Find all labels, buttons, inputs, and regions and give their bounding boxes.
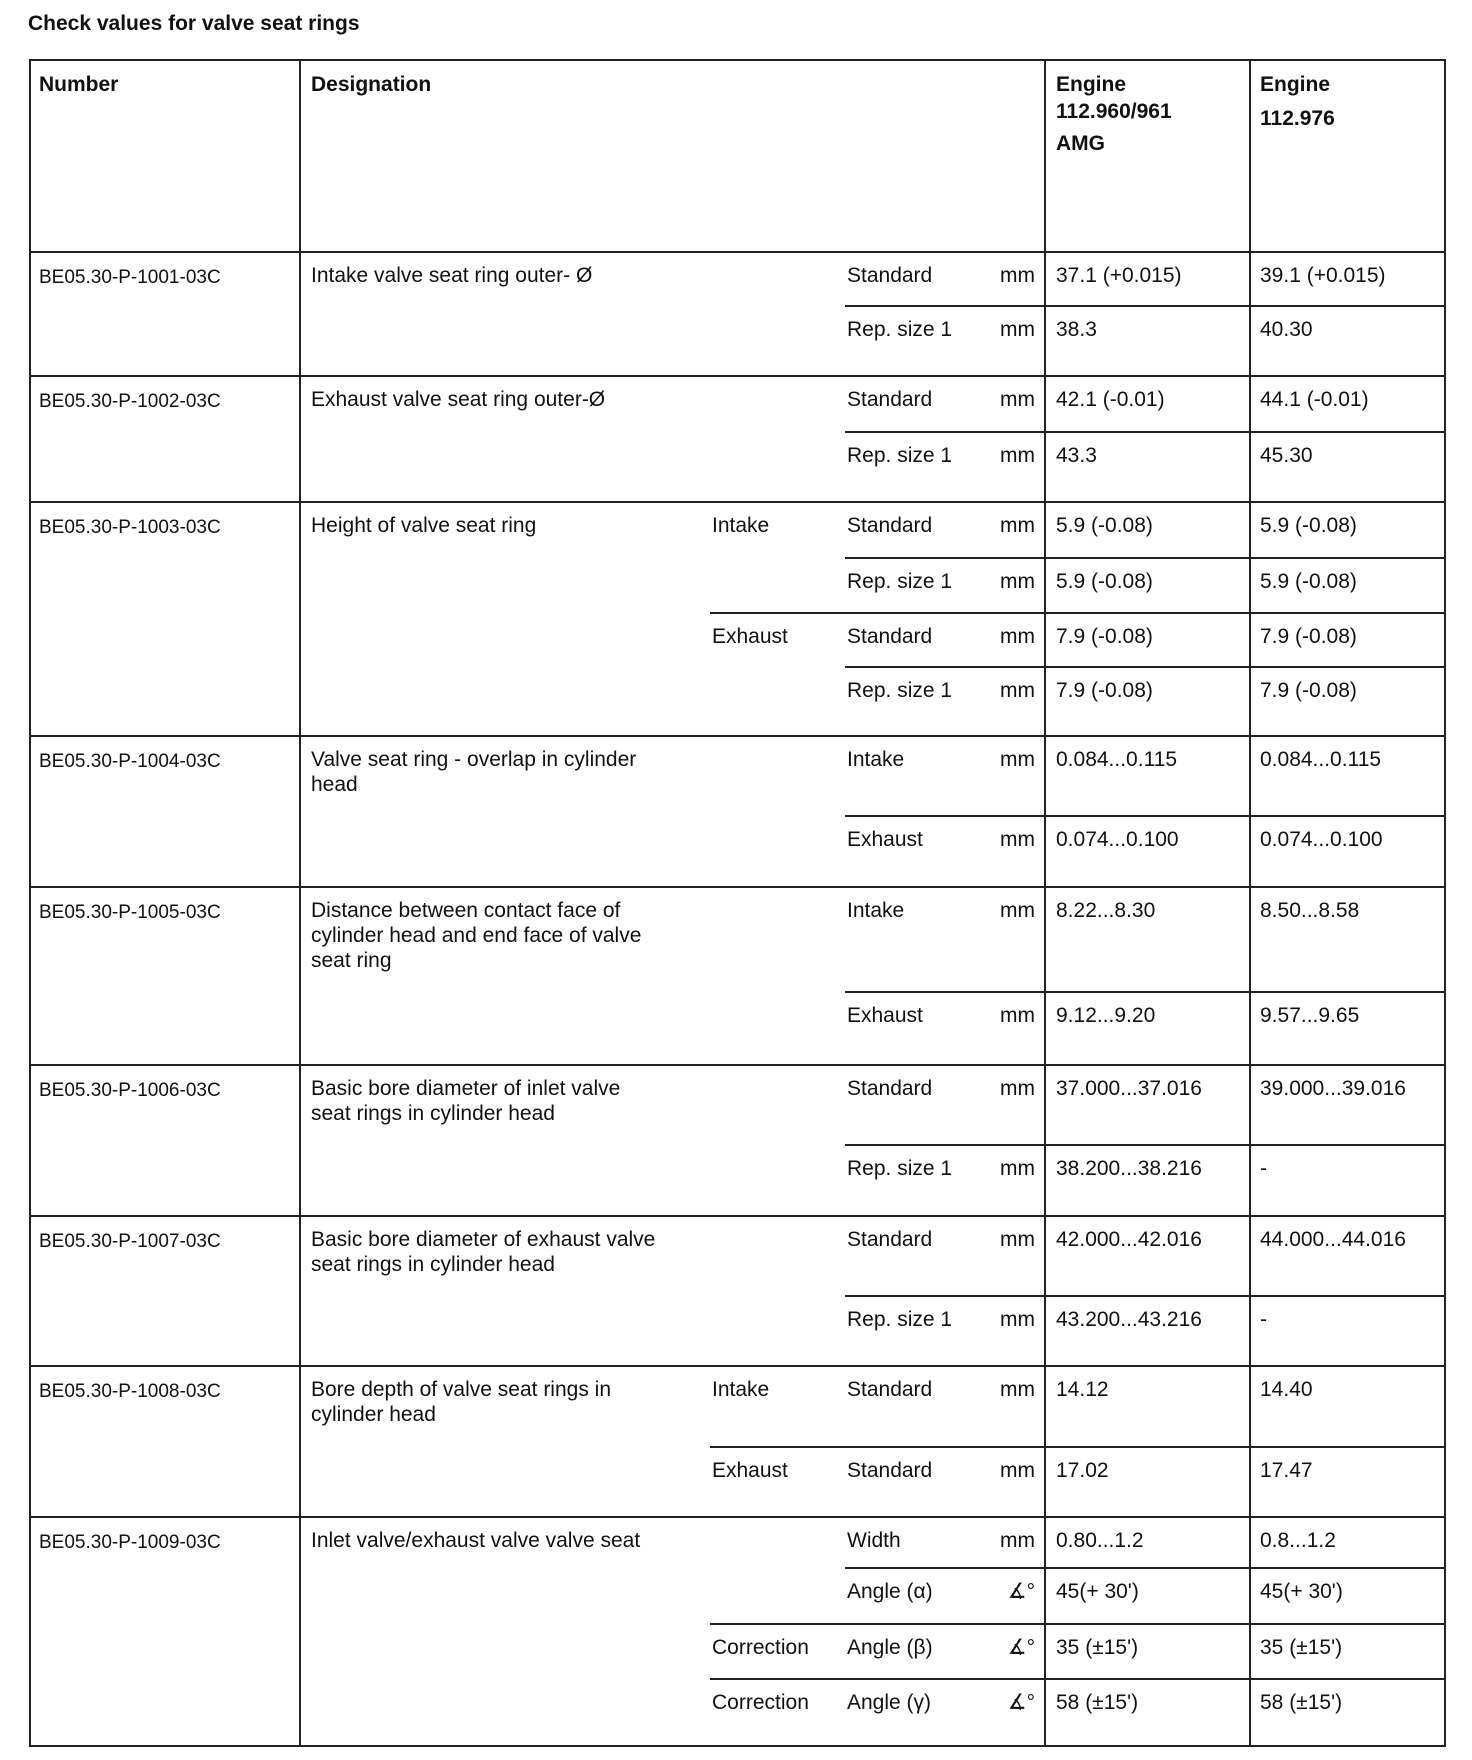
row-type: Angle (γ) — [847, 1691, 932, 1714]
value-engine-2: 44.1 (-0.01) — [1260, 388, 1369, 411]
row-type: Standard — [847, 388, 933, 411]
spec-designation: Height of valve seat ring — [311, 514, 537, 537]
row-unit: mm — [1000, 1459, 1035, 1482]
group-divider — [29, 1215, 1446, 1217]
row-divider — [845, 815, 1446, 817]
value-engine-2: 44.000...44.016 — [1260, 1228, 1406, 1251]
row-divider — [710, 1678, 1446, 1680]
row-type: Angle (α) — [847, 1580, 933, 1603]
header-engine-1-model: 112.960/961 — [1056, 100, 1172, 123]
row-divider — [845, 431, 1446, 433]
row-type: Standard — [847, 1228, 933, 1251]
header-engine-1: Engine — [1056, 73, 1127, 96]
row-subcategory: Correction — [712, 1636, 809, 1659]
row-divider — [710, 1623, 1446, 1625]
row-type: Standard — [847, 625, 933, 648]
row-divider — [845, 1567, 1446, 1569]
row-divider — [710, 612, 1446, 614]
row-type: Standard — [847, 514, 933, 537]
row-unit: mm — [1000, 1378, 1035, 1401]
row-unit: ∡° — [1007, 1580, 1035, 1603]
value-engine-1: 37.000...37.016 — [1056, 1077, 1202, 1100]
row-type: Rep. size 1 — [847, 444, 953, 467]
value-engine-1: 45(+ 30') — [1056, 1580, 1139, 1603]
spec-number: BE05.30-P-1009-03C — [39, 1532, 221, 1553]
value-engine-1: 7.9 (-0.08) — [1056, 625, 1153, 648]
row-divider — [845, 1295, 1446, 1297]
spec-designation: Basic bore diameter of inlet valve — [311, 1077, 621, 1100]
value-engine-1: 5.9 (-0.08) — [1056, 570, 1153, 593]
page-title: Check values for valve seat rings — [28, 12, 360, 35]
spec-designation: seat ring — [311, 949, 392, 972]
row-unit: mm — [1000, 679, 1035, 702]
header-divider — [29, 251, 1446, 253]
value-engine-2: - — [1260, 1157, 1267, 1180]
value-engine-1: 42.1 (-0.01) — [1056, 388, 1165, 411]
value-engine-1: 0.084...0.115 — [1056, 748, 1178, 771]
group-divider — [29, 886, 1446, 888]
value-engine-1: 7.9 (-0.08) — [1056, 679, 1153, 702]
value-engine-2: 7.9 (-0.08) — [1260, 625, 1357, 648]
spec-number: BE05.30-P-1005-03C — [39, 902, 221, 923]
spec-number: BE05.30-P-1006-03C — [39, 1080, 221, 1101]
spec-designation: Exhaust valve seat ring outer-Ø — [311, 388, 606, 411]
row-type: Angle (β) — [847, 1636, 933, 1659]
row-unit: ∡° — [1007, 1691, 1035, 1714]
value-engine-1: 0.80...1.2 — [1056, 1529, 1144, 1552]
row-type: Standard — [847, 1459, 933, 1482]
value-engine-1: 35 (±15') — [1056, 1636, 1139, 1659]
value-engine-1: 42.000...42.016 — [1056, 1228, 1202, 1251]
row-unit: mm — [1000, 1157, 1035, 1180]
row-unit: mm — [1000, 388, 1035, 411]
spec-designation: cylinder head — [311, 1403, 436, 1426]
row-type: Standard — [847, 1378, 933, 1401]
header-designation: Designation — [311, 73, 432, 96]
value-engine-1: 43.200...43.216 — [1056, 1308, 1202, 1331]
row-type: Standard — [847, 1077, 933, 1100]
column-divider — [1249, 59, 1251, 1745]
group-divider — [29, 501, 1446, 503]
row-subcategory: Intake — [712, 514, 770, 537]
row-unit: mm — [1000, 625, 1035, 648]
value-engine-2: 39.1 (+0.015) — [1260, 264, 1386, 287]
group-divider — [29, 1516, 1446, 1518]
value-engine-1: 58 (±15') — [1056, 1691, 1139, 1714]
row-type: Intake — [847, 899, 905, 922]
value-engine-2: 45.30 — [1260, 444, 1313, 467]
value-engine-2: 0.8...1.2 — [1260, 1529, 1336, 1552]
row-divider — [845, 557, 1446, 559]
value-engine-2: 9.57...9.65 — [1260, 1004, 1360, 1027]
row-type: Rep. size 1 — [847, 1157, 953, 1180]
value-engine-1: 14.12 — [1056, 1378, 1109, 1401]
value-engine-2: 58 (±15') — [1260, 1691, 1343, 1714]
value-engine-1: 8.22...8.30 — [1056, 899, 1156, 922]
group-divider — [29, 1365, 1446, 1367]
header-engine-1-variant: AMG — [1056, 132, 1105, 155]
value-engine-2: 35 (±15') — [1260, 1636, 1343, 1659]
spec-designation: head — [311, 773, 358, 796]
value-engine-2: 40.30 — [1260, 318, 1313, 341]
spec-number: BE05.30-P-1004-03C — [39, 751, 221, 772]
row-type: Rep. size 1 — [847, 318, 953, 341]
row-type: Rep. size 1 — [847, 570, 953, 593]
spec-designation: Valve seat ring - overlap in cylinder — [311, 748, 637, 771]
column-divider — [1044, 59, 1046, 1745]
spec-designation: cylinder head and end face of valve — [311, 924, 642, 947]
value-engine-2: 45(+ 30') — [1260, 1580, 1343, 1603]
spec-designation: Basic bore diameter of exhaust valve — [311, 1228, 656, 1251]
spec-number: BE05.30-P-1008-03C — [39, 1381, 221, 1402]
row-unit: mm — [1000, 748, 1035, 771]
value-engine-2: 14.40 — [1260, 1378, 1313, 1401]
row-unit: mm — [1000, 264, 1035, 287]
row-unit: mm — [1000, 1308, 1035, 1331]
row-subcategory: Exhaust — [712, 1459, 788, 1482]
row-subcategory: Intake — [712, 1378, 770, 1401]
row-unit: mm — [1000, 514, 1035, 537]
value-engine-1: 9.12...9.20 — [1056, 1004, 1156, 1027]
spec-designation: Bore depth of valve seat rings in — [311, 1378, 612, 1401]
group-divider — [29, 735, 1446, 737]
row-subcategory: Exhaust — [712, 625, 788, 648]
row-type: Rep. size 1 — [847, 679, 953, 702]
row-type: Exhaust — [847, 1004, 923, 1027]
row-divider — [845, 305, 1446, 307]
row-type: Standard — [847, 264, 933, 287]
row-unit: mm — [1000, 570, 1035, 593]
spec-designation: seat rings in cylinder head — [311, 1253, 555, 1276]
group-divider — [29, 1745, 1446, 1747]
value-engine-1: 5.9 (-0.08) — [1056, 514, 1153, 537]
value-engine-1: 38.200...38.216 — [1056, 1157, 1202, 1180]
row-unit: mm — [1000, 899, 1035, 922]
spec-designation: Distance between contact face of — [311, 899, 621, 922]
value-engine-1: 37.1 (+0.015) — [1056, 264, 1182, 287]
column-divider — [299, 59, 301, 1745]
row-unit: mm — [1000, 1529, 1035, 1552]
header-number: Number — [39, 73, 119, 96]
spec-designation: Inlet valve/exhaust valve valve seat — [311, 1529, 641, 1552]
value-engine-2: 5.9 (-0.08) — [1260, 514, 1357, 537]
row-divider — [845, 1144, 1446, 1146]
row-divider — [845, 666, 1446, 668]
row-subcategory: Correction — [712, 1691, 809, 1714]
header-engine-2: Engine — [1260, 73, 1331, 96]
check-values-table — [29, 59, 1446, 1745]
spec-number: BE05.30-P-1002-03C — [39, 391, 221, 412]
value-engine-1: 0.074...0.100 — [1056, 828, 1179, 851]
row-unit: mm — [1000, 318, 1035, 341]
value-engine-2: 0.084...0.115 — [1260, 748, 1382, 771]
value-engine-2: - — [1260, 1308, 1267, 1331]
spec-number: BE05.30-P-1007-03C — [39, 1231, 221, 1252]
row-unit: mm — [1000, 444, 1035, 467]
value-engine-2: 17.47 — [1260, 1459, 1313, 1482]
row-type: Intake — [847, 748, 905, 771]
spec-number: BE05.30-P-1001-03C — [39, 267, 221, 288]
row-type: Width — [847, 1529, 901, 1552]
header-engine-2-model: 112.976 — [1260, 107, 1335, 130]
group-divider — [29, 1064, 1446, 1066]
row-unit: mm — [1000, 828, 1035, 851]
group-divider — [29, 375, 1446, 377]
row-unit: ∡° — [1007, 1636, 1035, 1659]
row-unit: mm — [1000, 1004, 1035, 1027]
value-engine-1: 43.3 — [1056, 444, 1097, 467]
row-divider — [710, 1446, 1446, 1448]
value-engine-2: 39.000...39.016 — [1260, 1077, 1406, 1100]
row-unit: mm — [1000, 1228, 1035, 1251]
spec-designation: Intake valve seat ring outer- Ø — [311, 264, 593, 287]
value-engine-2: 0.074...0.100 — [1260, 828, 1383, 851]
spec-number: BE05.30-P-1003-03C — [39, 517, 221, 538]
row-divider — [845, 991, 1446, 993]
value-engine-2: 7.9 (-0.08) — [1260, 679, 1357, 702]
value-engine-2: 8.50...8.58 — [1260, 899, 1360, 922]
row-type: Rep. size 1 — [847, 1308, 953, 1331]
value-engine-1: 38.3 — [1056, 318, 1097, 341]
row-type: Exhaust — [847, 828, 923, 851]
value-engine-2: 5.9 (-0.08) — [1260, 570, 1357, 593]
spec-designation: seat rings in cylinder head — [311, 1102, 555, 1125]
value-engine-1: 17.02 — [1056, 1459, 1109, 1482]
row-unit: mm — [1000, 1077, 1035, 1100]
